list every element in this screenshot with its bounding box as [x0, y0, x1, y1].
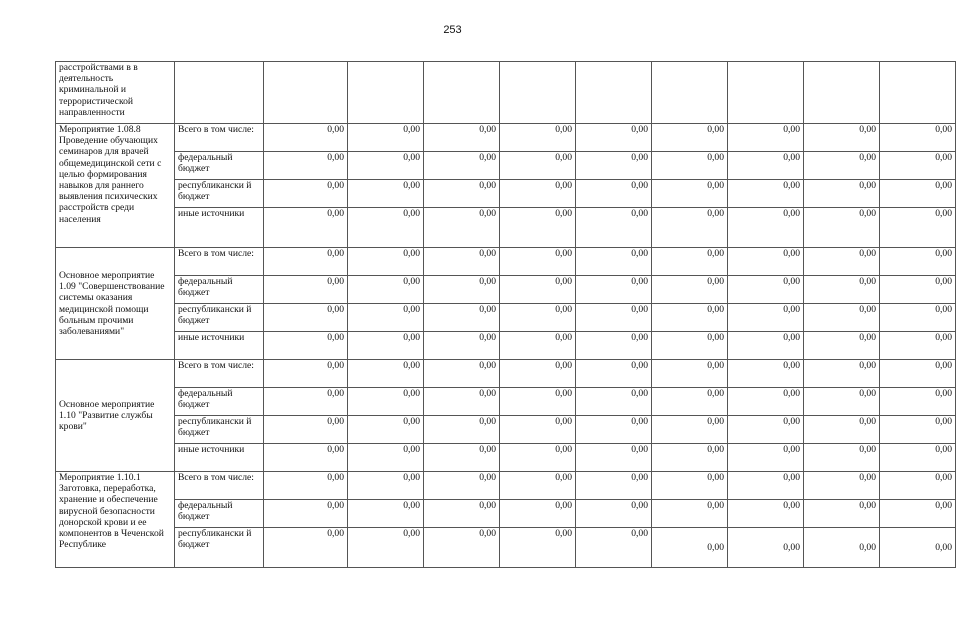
- amount-cell: 0,00: [728, 444, 804, 472]
- table-row: [56, 124, 956, 152]
- table-row: [56, 500, 956, 528]
- amount-cell: 0,00: [880, 180, 956, 208]
- amount-cell: 0,00: [500, 276, 576, 304]
- activity-description: расстройствами в в деятельность криминальной и террористической направленности: [56, 62, 175, 124]
- amount-cell: 0,00: [804, 360, 880, 388]
- amount-cell: 0,00: [880, 276, 956, 304]
- amount-cell: 0,00: [264, 332, 348, 360]
- amount-cell: [880, 62, 956, 124]
- amount-cell: 0,00: [348, 528, 424, 568]
- amount-cell: 0,00: [728, 124, 804, 152]
- amount-cell: 0,00: [880, 360, 956, 388]
- amount-cell: 0,00: [652, 472, 728, 500]
- amount-cell: 0,00: [424, 124, 500, 152]
- activity-description: Основное мероприятие 1.10 "Развитие службы крови": [56, 360, 175, 472]
- amount-cell: 0,00: [728, 360, 804, 388]
- amount-cell: 0,00: [500, 444, 576, 472]
- page-number: 253: [443, 24, 462, 36]
- amount-cell: 0,00: [348, 332, 424, 360]
- amount-cell: 0,00: [576, 444, 652, 472]
- amount-cell: 0,00: [348, 444, 424, 472]
- amount-cell: 0,00: [348, 360, 424, 388]
- table-row: [56, 444, 956, 472]
- amount-cell: 0,00: [576, 416, 652, 444]
- amount-cell: 0,00: [728, 304, 804, 332]
- amount-cell: 0,00: [576, 152, 652, 180]
- amount-cell: 0,00: [424, 304, 500, 332]
- amount-cell: [652, 62, 728, 124]
- funding-source: федеральный бюджет: [175, 276, 264, 304]
- activity-description: Мероприятие 1.10.1 Заготовка, переработка, хранение и обеспечение вирусной безопасности донорской крови и ее компонентов в Чеченской Республике: [56, 472, 175, 568]
- amount-cell: 0,00: [264, 444, 348, 472]
- amount-cell: 0,00: [264, 472, 348, 500]
- amount-cell: 0,00: [500, 332, 576, 360]
- funding-source: федеральный бюджет: [175, 152, 264, 180]
- amount-cell: 0,00: [728, 276, 804, 304]
- amount-cell: 0,00: [264, 388, 348, 416]
- amount-cell: 0,00: [652, 180, 728, 208]
- table-row: [56, 304, 956, 332]
- amount-cell: [804, 62, 880, 124]
- table-row: [56, 152, 956, 180]
- funding-source: Всего в том числе:: [175, 248, 264, 276]
- table-row: [56, 62, 956, 124]
- amount-cell: 0,00: [576, 248, 652, 276]
- amount-cell: 0,00: [804, 500, 880, 528]
- amount-cell: 0,00: [348, 500, 424, 528]
- amount-cell: 0,00: [652, 388, 728, 416]
- amount-cell: 0,00: [576, 208, 652, 248]
- amount-cell: 0,00: [880, 248, 956, 276]
- amount-cell: 0,00: [728, 472, 804, 500]
- amount-cell: 0,00: [728, 180, 804, 208]
- amount-cell: 0,00: [264, 152, 348, 180]
- amount-cell: 0,00: [728, 208, 804, 248]
- amount-cell: 0,00: [880, 500, 956, 528]
- activity-description: Мероприятие 1.08.8 Проведение обучающих семинаров для врачей общемедицинской сети с целью формирования навыков для раннего выявления психических расстройств среди населения: [56, 124, 175, 248]
- amount-cell: 0,00: [264, 500, 348, 528]
- funding-source: [175, 62, 264, 124]
- funding-source: республикански й бюджет: [175, 416, 264, 444]
- amount-cell: 0,00: [880, 388, 956, 416]
- amount-cell: 0,00: [652, 444, 728, 472]
- amount-cell: 0,00: [728, 152, 804, 180]
- amount-cell: [348, 62, 424, 124]
- table-body: [56, 62, 956, 568]
- table-row: [56, 332, 956, 360]
- amount-cell: 0,00: [880, 332, 956, 360]
- amount-cell: 0,00: [500, 500, 576, 528]
- amount-cell: 0,00: [500, 124, 576, 152]
- amount-cell: 0,00: [652, 332, 728, 360]
- amount-cell: 0,00: [424, 472, 500, 500]
- amount-cell: 0,00: [804, 180, 880, 208]
- amount-cell: 0,00: [264, 124, 348, 152]
- amount-cell: 0,00: [804, 472, 880, 500]
- amount-cell: 0,00: [804, 528, 880, 568]
- funding-source: Всего в том числе:: [175, 472, 264, 500]
- activity-description: Основное мероприятие 1.09 "Совершенствование системы оказания медицинской помощи больным прочими заболеваниями": [56, 248, 175, 360]
- amount-cell: 0,00: [424, 444, 500, 472]
- amount-cell: 0,00: [576, 304, 652, 332]
- funding-source: республикански й бюджет: [175, 304, 264, 332]
- funding-source: Всего в том числе:: [175, 124, 264, 152]
- amount-cell: 0,00: [652, 152, 728, 180]
- amount-cell: 0,00: [424, 248, 500, 276]
- amount-cell: 0,00: [348, 416, 424, 444]
- amount-cell: 0,00: [348, 208, 424, 248]
- table-row: [56, 208, 956, 248]
- funding-source: иные источники: [175, 208, 264, 248]
- amount-cell: 0,00: [880, 444, 956, 472]
- amount-cell: 0,00: [880, 528, 956, 568]
- funding-source: федеральный бюджет: [175, 388, 264, 416]
- amount-cell: 0,00: [500, 360, 576, 388]
- amount-cell: [424, 62, 500, 124]
- amount-cell: 0,00: [348, 388, 424, 416]
- amount-cell: 0,00: [880, 472, 956, 500]
- amount-cell: 0,00: [348, 304, 424, 332]
- amount-cell: 0,00: [424, 276, 500, 304]
- amount-cell: 0,00: [576, 180, 652, 208]
- amount-cell: 0,00: [576, 500, 652, 528]
- amount-cell: 0,00: [728, 248, 804, 276]
- amount-cell: 0,00: [728, 388, 804, 416]
- amount-cell: 0,00: [576, 528, 652, 568]
- table-row: [56, 180, 956, 208]
- amount-cell: 0,00: [348, 276, 424, 304]
- amount-cell: 0,00: [880, 152, 956, 180]
- amount-cell: 0,00: [576, 388, 652, 416]
- amount-cell: 0,00: [728, 332, 804, 360]
- table-row: [56, 248, 956, 276]
- amount-cell: 0,00: [348, 180, 424, 208]
- amount-cell: 0,00: [576, 276, 652, 304]
- amount-cell: 0,00: [804, 152, 880, 180]
- amount-cell: 0,00: [652, 248, 728, 276]
- amount-cell: 0,00: [264, 276, 348, 304]
- amount-cell: 0,00: [652, 276, 728, 304]
- amount-cell: [728, 62, 804, 124]
- funding-source: иные источники: [175, 444, 264, 472]
- amount-cell: 0,00: [728, 416, 804, 444]
- amount-cell: 0,00: [728, 528, 804, 568]
- amount-cell: 0,00: [424, 528, 500, 568]
- amount-cell: 0,00: [348, 124, 424, 152]
- amount-cell: 0,00: [652, 528, 728, 568]
- amount-cell: 0,00: [424, 180, 500, 208]
- amount-cell: 0,00: [264, 180, 348, 208]
- budget-table: [55, 61, 956, 568]
- amount-cell: 0,00: [264, 528, 348, 568]
- amount-cell: [576, 62, 652, 124]
- amount-cell: 0,00: [500, 416, 576, 444]
- amount-cell: 0,00: [576, 124, 652, 152]
- amount-cell: [500, 62, 576, 124]
- table-row: [56, 528, 956, 568]
- amount-cell: 0,00: [728, 500, 804, 528]
- amount-cell: 0,00: [264, 304, 348, 332]
- amount-cell: 0,00: [424, 360, 500, 388]
- amount-cell: 0,00: [500, 208, 576, 248]
- amount-cell: 0,00: [348, 472, 424, 500]
- table-row: [56, 276, 956, 304]
- amount-cell: 0,00: [576, 472, 652, 500]
- amount-cell: 0,00: [880, 124, 956, 152]
- amount-cell: 0,00: [804, 304, 880, 332]
- table-row: [56, 416, 956, 444]
- amount-cell: 0,00: [652, 208, 728, 248]
- amount-cell: 0,00: [424, 152, 500, 180]
- amount-cell: 0,00: [804, 208, 880, 248]
- amount-cell: 0,00: [424, 388, 500, 416]
- amount-cell: 0,00: [804, 332, 880, 360]
- amount-cell: 0,00: [424, 500, 500, 528]
- amount-cell: 0,00: [500, 152, 576, 180]
- amount-cell: 0,00: [500, 528, 576, 568]
- amount-cell: 0,00: [652, 124, 728, 152]
- amount-cell: [264, 62, 348, 124]
- amount-cell: 0,00: [576, 360, 652, 388]
- amount-cell: 0,00: [500, 472, 576, 500]
- table-row: [56, 472, 956, 500]
- amount-cell: 0,00: [576, 332, 652, 360]
- amount-cell: 0,00: [880, 208, 956, 248]
- amount-cell: 0,00: [804, 388, 880, 416]
- amount-cell: 0,00: [424, 332, 500, 360]
- amount-cell: 0,00: [348, 152, 424, 180]
- amount-cell: 0,00: [348, 248, 424, 276]
- funding-source: республикански й бюджет: [175, 528, 264, 568]
- amount-cell: 0,00: [880, 416, 956, 444]
- funding-source: иные источники: [175, 332, 264, 360]
- amount-cell: 0,00: [424, 208, 500, 248]
- amount-cell: 0,00: [652, 416, 728, 444]
- funding-source: федеральный бюджет: [175, 500, 264, 528]
- table-row: [56, 360, 956, 388]
- amount-cell: 0,00: [264, 208, 348, 248]
- table-row: [56, 388, 956, 416]
- amount-cell: 0,00: [804, 444, 880, 472]
- amount-cell: 0,00: [652, 360, 728, 388]
- amount-cell: 0,00: [652, 500, 728, 528]
- amount-cell: 0,00: [264, 248, 348, 276]
- amount-cell: 0,00: [264, 360, 348, 388]
- amount-cell: 0,00: [264, 416, 348, 444]
- amount-cell: 0,00: [500, 388, 576, 416]
- amount-cell: 0,00: [804, 248, 880, 276]
- amount-cell: 0,00: [804, 416, 880, 444]
- funding-source: республикански й бюджет: [175, 180, 264, 208]
- amount-cell: 0,00: [424, 416, 500, 444]
- funding-source: Всего в том числе:: [175, 360, 264, 388]
- amount-cell: 0,00: [804, 276, 880, 304]
- amount-cell: 0,00: [500, 248, 576, 276]
- amount-cell: 0,00: [652, 304, 728, 332]
- amount-cell: 0,00: [500, 304, 576, 332]
- amount-cell: 0,00: [500, 180, 576, 208]
- amount-cell: 0,00: [880, 304, 956, 332]
- amount-cell: 0,00: [804, 124, 880, 152]
